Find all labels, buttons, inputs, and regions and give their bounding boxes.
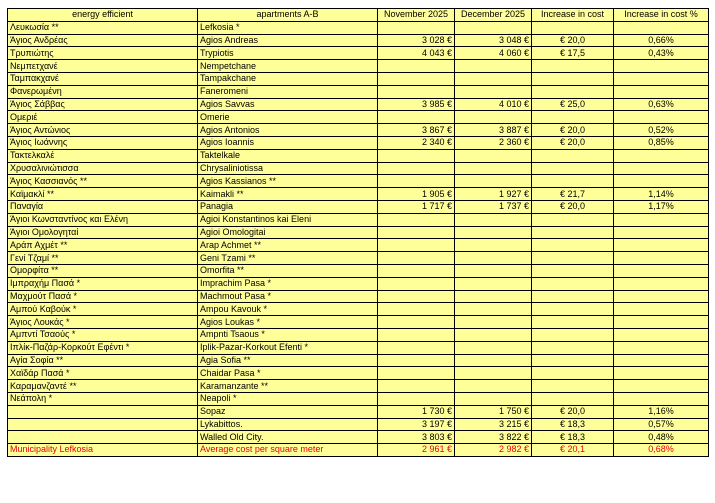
cell-latin-name[interactable]: Agios Ioannis xyxy=(198,136,378,149)
footer-municipality[interactable]: Municipality Lefkosia xyxy=(8,444,198,457)
cell-greek-name[interactable]: Καϊμακλί ** xyxy=(8,188,198,201)
cell-november[interactable] xyxy=(378,111,455,124)
cell-latin-name[interactable]: Agios Loukas * xyxy=(198,316,378,329)
cell-december[interactable]: 3 048 € xyxy=(455,34,532,47)
cell-increase-cost[interactable] xyxy=(532,341,614,354)
table-row xyxy=(8,367,709,380)
table-row xyxy=(8,277,709,290)
cell-latin-name[interactable]: Lykabittos. xyxy=(198,418,378,431)
cell-latin-name[interactable]: Iplik-Pazar-Korkout Efenti * xyxy=(198,341,378,354)
cell-increase-pct[interactable] xyxy=(614,149,709,162)
table-row xyxy=(8,328,709,341)
table-row xyxy=(8,124,709,137)
cell-december[interactable] xyxy=(455,149,532,162)
table-row xyxy=(8,72,709,85)
cell-november[interactable] xyxy=(378,85,455,98)
cell-increase-pct[interactable] xyxy=(614,213,709,226)
cell-november[interactable]: 1 905 € xyxy=(378,188,455,201)
table-row xyxy=(8,264,709,277)
cell-latin-name[interactable]: Nempetchane xyxy=(198,60,378,73)
table-row xyxy=(8,226,709,239)
cell-november[interactable] xyxy=(378,239,455,252)
cell-latin-name[interactable]: Machmout Pasa * xyxy=(198,290,378,303)
table-row xyxy=(8,290,709,303)
table-row xyxy=(8,354,709,367)
cell-december[interactable] xyxy=(455,367,532,380)
cell-greek-name[interactable]: Λευκωσία ** xyxy=(8,21,198,34)
cell-greek-name[interactable]: Αγία Σοφία ** xyxy=(8,354,198,367)
cell-greek-name[interactable]: Άγιος Ιωάννης xyxy=(8,136,198,149)
cell-november[interactable] xyxy=(378,252,455,265)
cell-november[interactable] xyxy=(378,175,455,188)
table-row xyxy=(8,303,709,316)
cell-greek-name[interactable]: Άγιοι Κωνσταντίνος και Ελένη xyxy=(8,213,198,226)
cell-latin-name[interactable]: Ampou Kavouk * xyxy=(198,303,378,316)
cell-latin-name[interactable]: Omorfita ** xyxy=(198,264,378,277)
cell-greek-name[interactable]: Άγιος Ανδρέας xyxy=(8,34,198,47)
cell-increase-pct[interactable] xyxy=(614,392,709,405)
cell-latin-name[interactable]: Walled Old City. xyxy=(198,431,378,444)
cell-december[interactable] xyxy=(455,341,532,354)
table-row xyxy=(8,239,709,252)
cell-increase-pct[interactable] xyxy=(614,175,709,188)
cell-increase-cost[interactable] xyxy=(532,316,614,329)
cell-greek-name[interactable]: Χρυσαλινιώτισσα xyxy=(8,162,198,175)
table-row xyxy=(8,85,709,98)
cell-december[interactable]: 2 360 € xyxy=(455,136,532,149)
cell-increase-cost[interactable]: € 18,3 xyxy=(532,418,614,431)
cell-greek-name[interactable] xyxy=(8,418,198,431)
cell-latin-name[interactable]: Omerie xyxy=(198,111,378,124)
cell-increase-pct[interactable] xyxy=(614,303,709,316)
header-row xyxy=(8,9,709,22)
cell-greek-name[interactable]: Καραμανζαντέ ** xyxy=(8,380,198,393)
table-row xyxy=(8,175,709,188)
cell-increase-pct[interactable]: 1,17% xyxy=(614,200,709,213)
cell-increase-cost[interactable] xyxy=(532,354,614,367)
cell-increase-cost[interactable] xyxy=(532,72,614,85)
cell-increase-pct[interactable] xyxy=(614,239,709,252)
cell-december[interactable] xyxy=(455,21,532,34)
cell-december[interactable] xyxy=(455,290,532,303)
cell-november[interactable] xyxy=(378,392,455,405)
cell-november[interactable]: 2 340 € xyxy=(378,136,455,149)
cell-greek-name[interactable]: Μαχμούτ Πασά * xyxy=(8,290,198,303)
cell-latin-name[interactable]: Agioi Konstantinos kai Eleni xyxy=(198,213,378,226)
cell-latin-name[interactable]: Agios Kassianos ** xyxy=(198,175,378,188)
cell-december[interactable] xyxy=(455,60,532,73)
footer-increase-pct[interactable]: 0,68% xyxy=(614,444,709,457)
cell-december[interactable] xyxy=(455,354,532,367)
cell-greek-name[interactable]: Τακτελκαλέ xyxy=(8,149,198,162)
cell-increase-pct[interactable] xyxy=(614,252,709,265)
cell-latin-name[interactable]: Agioi Omologitai xyxy=(198,226,378,239)
cell-november[interactable] xyxy=(378,303,455,316)
cell-greek-name[interactable] xyxy=(8,431,198,444)
cell-latin-name[interactable]: Agios Andreas xyxy=(198,34,378,47)
cell-latin-name[interactable]: Faneromeni xyxy=(198,85,378,98)
table-row xyxy=(8,98,709,111)
cell-latin-name[interactable]: Lefkosia * xyxy=(198,21,378,34)
cell-december[interactable] xyxy=(455,303,532,316)
cell-november[interactable] xyxy=(378,226,455,239)
cell-increase-pct[interactable]: 0,85% xyxy=(614,136,709,149)
cell-increase-pct[interactable] xyxy=(614,264,709,277)
cell-december[interactable] xyxy=(455,316,532,329)
cell-increase-cost[interactable] xyxy=(532,380,614,393)
cell-latin-name[interactable]: Agios Savvas xyxy=(198,98,378,111)
cell-december[interactable]: 3 822 € xyxy=(455,431,532,444)
header-november[interactable]: November 2025 xyxy=(378,9,455,22)
cell-november[interactable] xyxy=(378,341,455,354)
cell-increase-cost[interactable]: € 20,0 xyxy=(532,405,614,418)
footer-increase-cost[interactable]: € 20,1 xyxy=(532,444,614,457)
table-row xyxy=(8,405,709,418)
cell-increase-pct[interactable] xyxy=(614,72,709,85)
cell-increase-cost[interactable] xyxy=(532,239,614,252)
cell-increase-cost[interactable] xyxy=(532,290,614,303)
table-row xyxy=(8,418,709,431)
footer-november[interactable]: 2 961 € xyxy=(378,444,455,457)
cell-november[interactable] xyxy=(378,277,455,290)
table-row xyxy=(8,136,709,149)
cell-december[interactable]: 1 927 € xyxy=(455,188,532,201)
cell-increase-pct[interactable] xyxy=(614,85,709,98)
cell-latin-name[interactable]: Taktelkale xyxy=(198,149,378,162)
cell-increase-cost[interactable] xyxy=(532,252,614,265)
cell-november[interactable] xyxy=(378,60,455,73)
cell-greek-name[interactable]: Ιπλίκ-Παζάρ-Κορκούτ Εφέντι * xyxy=(8,341,198,354)
cell-december[interactable]: 3 215 € xyxy=(455,418,532,431)
cell-november[interactable] xyxy=(378,162,455,175)
cell-november[interactable]: 3 985 € xyxy=(378,98,455,111)
cell-increase-cost[interactable] xyxy=(532,367,614,380)
table-row xyxy=(8,431,709,444)
cell-greek-name[interactable]: Παναγία xyxy=(8,200,198,213)
table-row xyxy=(8,213,709,226)
cell-december[interactable] xyxy=(455,277,532,290)
cell-increase-cost[interactable] xyxy=(532,175,614,188)
cell-greek-name[interactable]: Άγιος Λουκάς * xyxy=(8,316,198,329)
cell-increase-pct[interactable] xyxy=(614,316,709,329)
cell-greek-name[interactable]: Νεάπολη * xyxy=(8,392,198,405)
footer-december[interactable]: 2 982 € xyxy=(455,444,532,457)
cell-increase-pct[interactable] xyxy=(614,60,709,73)
table-row xyxy=(8,47,709,60)
cell-increase-pct[interactable]: 0,48% xyxy=(614,431,709,444)
table-row xyxy=(8,252,709,265)
cell-december[interactable]: 1 737 € xyxy=(455,200,532,213)
cell-greek-name[interactable]: Τρυπιώτης xyxy=(8,47,198,60)
cell-november[interactable]: 3 197 € xyxy=(378,418,455,431)
table-row xyxy=(8,392,709,405)
table-row xyxy=(8,200,709,213)
cell-greek-name[interactable]: Νεμπετχανέ xyxy=(8,60,198,73)
cell-latin-name[interactable]: Arap Achmet ** xyxy=(198,239,378,252)
cell-increase-pct[interactable] xyxy=(614,111,709,124)
cell-december[interactable] xyxy=(455,239,532,252)
cell-december[interactable]: 1 750 € xyxy=(455,405,532,418)
table-row xyxy=(8,34,709,47)
cell-increase-cost[interactable]: € 17,5 xyxy=(532,47,614,60)
cell-december[interactable] xyxy=(455,226,532,239)
cell-december[interactable]: 4 010 € xyxy=(455,98,532,111)
cell-november[interactable] xyxy=(378,213,455,226)
table-row xyxy=(8,21,709,34)
cell-increase-pct[interactable] xyxy=(614,21,709,34)
cell-december[interactable] xyxy=(455,162,532,175)
cell-increase-pct[interactable]: 1,14% xyxy=(614,188,709,201)
cell-greek-name[interactable]: Ιμπραχήμ Πασά * xyxy=(8,277,198,290)
cell-greek-name[interactable]: Χαϊδάρ Πασά * xyxy=(8,367,198,380)
cell-november[interactable]: 3 803 € xyxy=(378,431,455,444)
cell-greek-name[interactable]: Ταμπακχανέ xyxy=(8,72,198,85)
cell-november[interactable] xyxy=(378,21,455,34)
cell-december[interactable] xyxy=(455,328,532,341)
cell-november[interactable] xyxy=(378,72,455,85)
cell-increase-cost[interactable]: € 20,0 xyxy=(532,136,614,149)
cell-december[interactable] xyxy=(455,72,532,85)
cell-latin-name[interactable]: Sopaz xyxy=(198,405,378,418)
cell-increase-pct[interactable]: 1,16% xyxy=(614,405,709,418)
cell-increase-cost[interactable] xyxy=(532,328,614,341)
cell-greek-name[interactable]: Άγιος Σάββας xyxy=(8,98,198,111)
cell-increase-cost[interactable] xyxy=(532,277,614,290)
cell-increase-pct[interactable]: 0,57% xyxy=(614,418,709,431)
cell-november[interactable] xyxy=(378,264,455,277)
cell-november[interactable] xyxy=(378,290,455,303)
table-row xyxy=(8,316,709,329)
cell-increase-cost[interactable] xyxy=(532,21,614,34)
cell-greek-name[interactable]: Γενί Τζαμί ** xyxy=(8,252,198,265)
cell-latin-name[interactable]: Tampakchane xyxy=(198,72,378,85)
cell-increase-pct[interactable] xyxy=(614,328,709,341)
cell-december[interactable] xyxy=(455,85,532,98)
cell-increase-cost[interactable] xyxy=(532,392,614,405)
table-row xyxy=(8,341,709,354)
cell-increase-cost[interactable] xyxy=(532,264,614,277)
cell-increase-pct[interactable] xyxy=(614,162,709,175)
cell-increase-pct[interactable] xyxy=(614,277,709,290)
cell-greek-name[interactable]: Άγιος Αντώνιος xyxy=(8,124,198,137)
table-body xyxy=(8,21,709,443)
cell-increase-pct[interactable] xyxy=(614,341,709,354)
cell-latin-name[interactable]: Agios Antonios xyxy=(198,124,378,137)
cell-december[interactable] xyxy=(455,175,532,188)
cell-increase-cost[interactable]: € 21,7 xyxy=(532,188,614,201)
header-increase-pct[interactable]: Increase in cost % xyxy=(614,9,709,22)
cell-increase-pct[interactable]: 0,43% xyxy=(614,47,709,60)
cell-december[interactable] xyxy=(455,264,532,277)
cell-increase-cost[interactable]: € 20,0 xyxy=(532,200,614,213)
cell-increase-pct[interactable]: 0,63% xyxy=(614,98,709,111)
cell-november[interactable] xyxy=(378,380,455,393)
cell-greek-name[interactable]: Φανερωμένη xyxy=(8,85,198,98)
cell-latin-name[interactable]: Kaimakli ** xyxy=(198,188,378,201)
cell-increase-pct[interactable] xyxy=(614,367,709,380)
cell-latin-name[interactable]: Ampnti Tsaous * xyxy=(198,328,378,341)
cell-increase-cost[interactable] xyxy=(532,111,614,124)
cell-increase-cost[interactable]: € 18,3 xyxy=(532,431,614,444)
cell-november[interactable] xyxy=(378,328,455,341)
cell-greek-name[interactable]: Αράπ Αχμέτ ** xyxy=(8,239,198,252)
cell-december[interactable]: 3 887 € xyxy=(455,124,532,137)
cell-latin-name[interactable]: Imprachim Pasa * xyxy=(198,277,378,290)
cell-latin-name[interactable]: Trypiotis xyxy=(198,47,378,60)
cell-increase-pct[interactable] xyxy=(614,290,709,303)
cell-increase-cost[interactable]: € 20,0 xyxy=(532,124,614,137)
cell-increase-cost[interactable] xyxy=(532,303,614,316)
cell-latin-name[interactable]: Geni Tzami ** xyxy=(198,252,378,265)
cell-latin-name[interactable]: Chrysaliniotissa xyxy=(198,162,378,175)
cell-december[interactable] xyxy=(455,392,532,405)
cell-latin-name[interactable]: Chaidar Pasa * xyxy=(198,367,378,380)
table-row xyxy=(8,60,709,73)
cell-increase-pct[interactable] xyxy=(614,354,709,367)
cell-greek-name[interactable]: Ομορφίτα ** xyxy=(8,264,198,277)
cell-latin-name[interactable]: Neapoli * xyxy=(198,392,378,405)
cell-november[interactable]: 1 717 € xyxy=(378,200,455,213)
cell-increase-cost[interactable] xyxy=(532,213,614,226)
cell-increase-cost[interactable] xyxy=(532,226,614,239)
header-increase-cost[interactable]: Increase in cost xyxy=(532,9,614,22)
header-energy-efficient[interactable]: energy efficient xyxy=(8,9,198,22)
cell-december[interactable] xyxy=(455,252,532,265)
cell-december[interactable]: 4 060 € xyxy=(455,47,532,60)
cell-greek-name[interactable] xyxy=(8,405,198,418)
cell-december[interactable] xyxy=(455,213,532,226)
cell-november[interactable] xyxy=(378,367,455,380)
table-row xyxy=(8,149,709,162)
cell-greek-name[interactable]: Άγιοι Ομολογηταί xyxy=(8,226,198,239)
cell-november[interactable]: 3 028 € xyxy=(378,34,455,47)
header-apartments[interactable]: apartments A-B xyxy=(198,9,378,22)
cell-greek-name[interactable]: Ομεριέ xyxy=(8,111,198,124)
cell-increase-cost[interactable] xyxy=(532,60,614,73)
cell-increase-cost[interactable]: € 25,0 xyxy=(532,98,614,111)
cell-increase-cost[interactable] xyxy=(532,162,614,175)
table-row xyxy=(8,162,709,175)
table-row xyxy=(8,111,709,124)
cell-latin-name[interactable]: Panagia xyxy=(198,200,378,213)
cell-greek-name[interactable]: Αμπντί Τσαούς * xyxy=(8,328,198,341)
cell-november[interactable] xyxy=(378,354,455,367)
cell-december[interactable] xyxy=(455,111,532,124)
table-row xyxy=(8,380,709,393)
cell-increase-pct[interactable]: 0,52% xyxy=(614,124,709,137)
table-row xyxy=(8,188,709,201)
cell-increase-pct[interactable] xyxy=(614,226,709,239)
cell-november[interactable]: 3 867 € xyxy=(378,124,455,137)
cell-increase-cost[interactable]: € 20,0 xyxy=(532,34,614,47)
footer-average-label[interactable]: Average cost per square meter xyxy=(198,444,378,457)
cell-latin-name[interactable]: Karamanzante ** xyxy=(198,380,378,393)
cell-increase-cost[interactable] xyxy=(532,85,614,98)
cell-increase-pct[interactable]: 0,66% xyxy=(614,34,709,47)
cell-november[interactable]: 4 043 € xyxy=(378,47,455,60)
cell-greek-name[interactable]: Άγιος Κασσιανός ** xyxy=(8,175,198,188)
cell-increase-pct[interactable] xyxy=(614,380,709,393)
cell-latin-name[interactable]: Agia Sofia ** xyxy=(198,354,378,367)
cell-december[interactable] xyxy=(455,380,532,393)
footer-row xyxy=(8,444,709,457)
header-december[interactable]: December 2025 xyxy=(455,9,532,22)
cell-increase-cost[interactable] xyxy=(532,149,614,162)
spreadsheet-table xyxy=(7,8,709,457)
cell-november[interactable]: 1 730 € xyxy=(378,405,455,418)
cell-november[interactable] xyxy=(378,316,455,329)
cell-november[interactable] xyxy=(378,149,455,162)
cell-greek-name[interactable]: Αμπού Καβούκ * xyxy=(8,303,198,316)
